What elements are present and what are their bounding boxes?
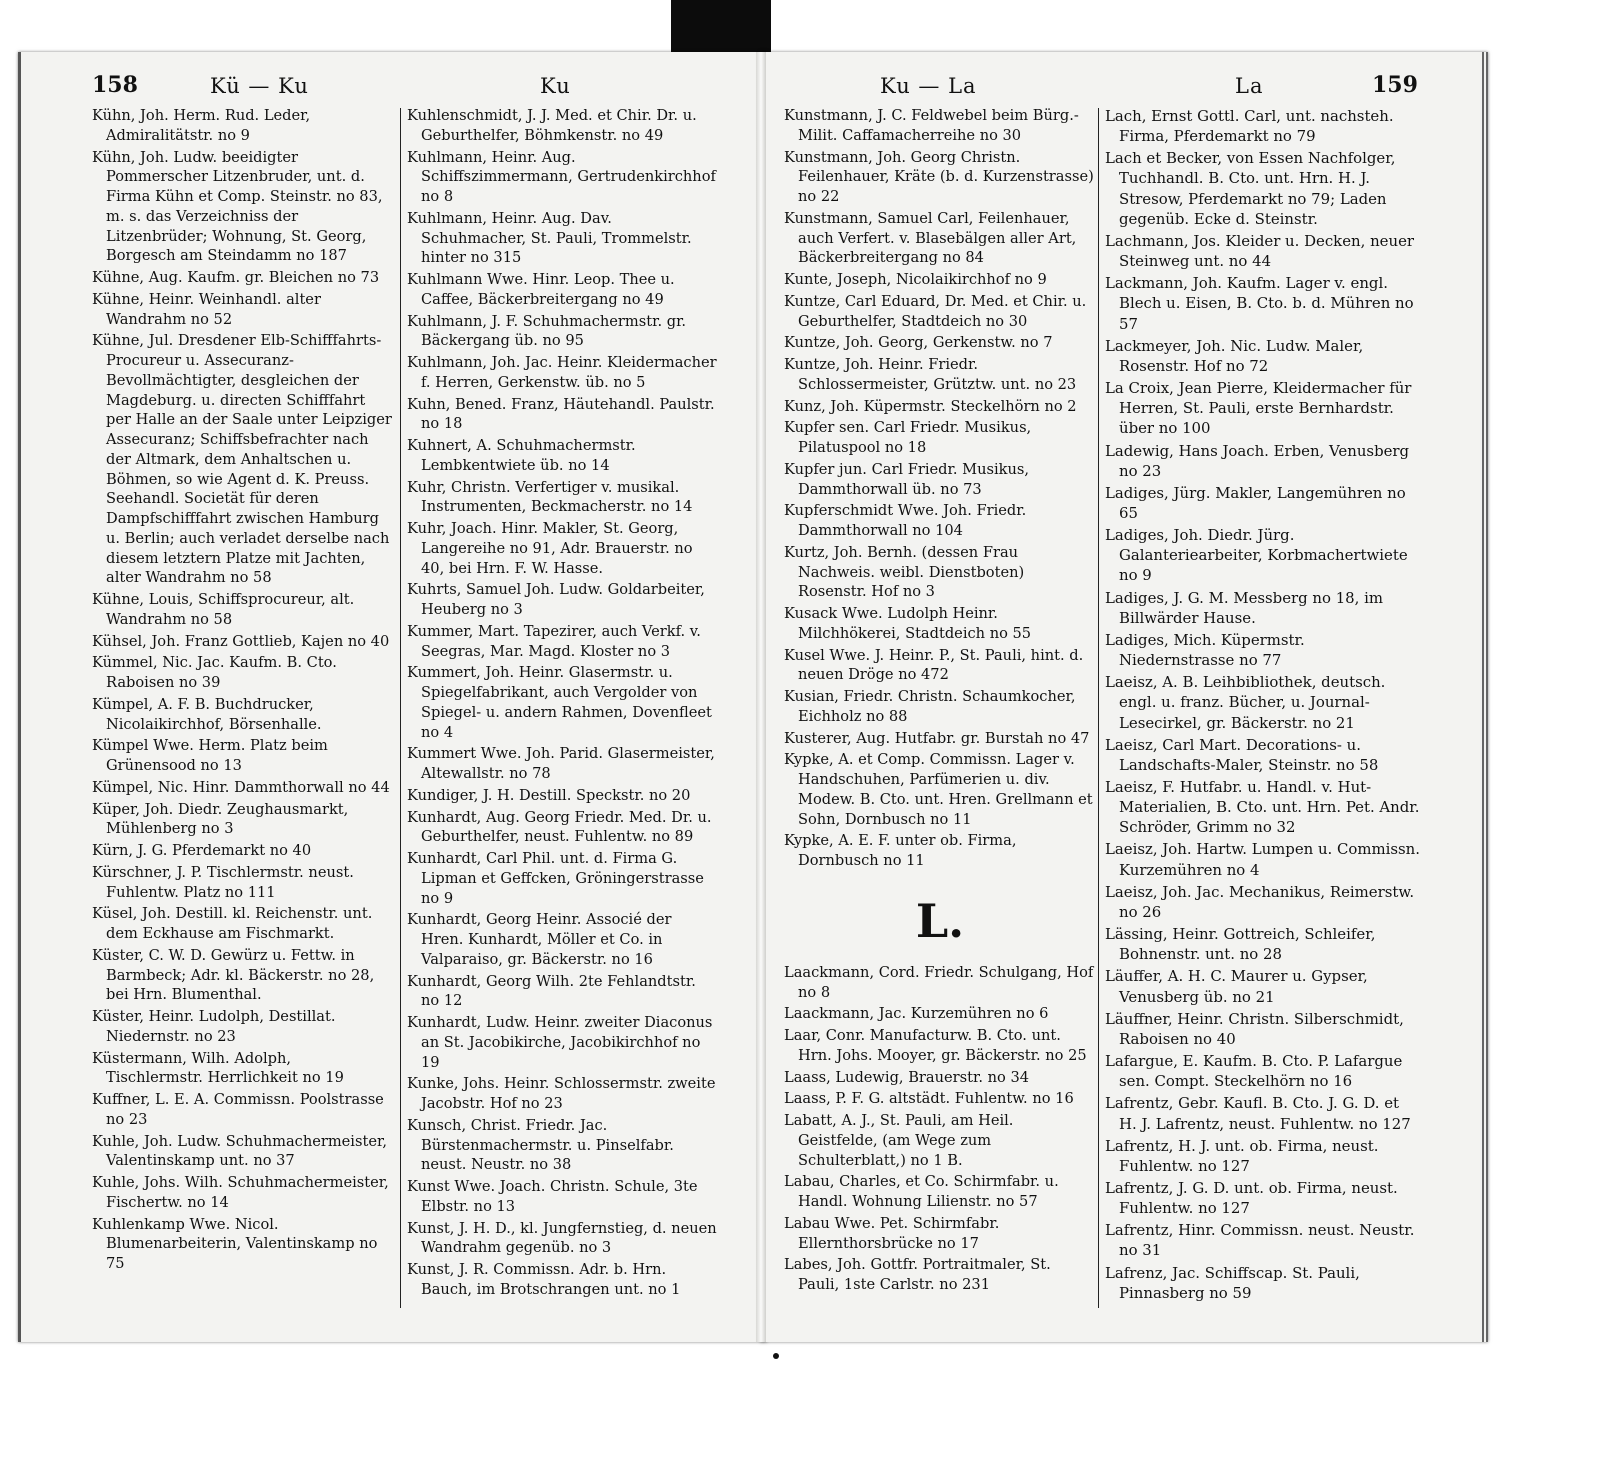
directory-entry: Kunhardt, Ludw. Heinr. zweiter Diaconus an St. Jacobikirche, Jacobikirchhof no 19 [407, 1014, 713, 1071]
directory-entry: Labes, Joh. Gottfr. Portraitmaler, St. Pauli, 1ste Carlstr. no 231 [784, 1256, 1051, 1293]
directory-column-2 [407, 106, 717, 1302]
directory-entry: Kühn, Joh. Ludw. beeidigter Pommerscher Litzenbruder, unt. d. Firma Kühn et Comp. Steinstr. no 83, m. s. das Verzeichniss der Litzenbrüder; Wohnung, St. Georg, Borgesch am Steindamm no 187 [92, 148, 383, 265]
directory-entry: Laackmann, Jac. Kurzemühren no 6 [784, 1005, 1049, 1023]
directory-entry: Lafrentz, Gebr. Kaufl. B. Cto. J. G. D. et H. J. Lafrentz, neust. Fuhlentw. no 127 [1105, 1094, 1411, 1133]
directory-entry: Kümpel Wwe. Herm. Platz beim Grünensood no 13 [92, 737, 328, 774]
directory-entry: Kunz, Joh. Küpermstr. Steckelhörn no 2 [784, 397, 1077, 415]
directory-entry: Kuhlmann, J. F. Schuhmachermstr. gr. Bäckergang üb. no 95 [407, 312, 687, 350]
directory-entry: Kuffner, L. E. A. Commissn. Poolstrasse no 23 [92, 1091, 384, 1128]
directory-entry: Lafrentz, J. G. D. unt. ob. Firma, neust. Fuhlentw. no 127 [1105, 1178, 1398, 1218]
directory-entry: Kümpel, Nic. Hinr. Dammthorwall no 44 [92, 778, 390, 796]
directory-entry: Lafargue, E. Kaufm. B. Cto. P. Lafargue sen. Compt. Steckelhörn no 16 [1105, 1052, 1403, 1091]
directory-entry: Kupferschmidt Wwe. Joh. Friedr. Dammthorwall no 104 [784, 502, 1027, 539]
directory-entry: Kuhlenkamp Wwe. Nicol. Blumenarbeiterin, Valentinskamp no 75 [92, 1215, 378, 1272]
directory-entry: Kuhr, Joach. Hinr. Makler, St. Georg, Langereihe no 91, Adr. Brauerstr. no 40, bei Hrn. F. W. Hasse. [407, 520, 693, 577]
directory-entry: Lafrenz, Jac. Schiffscap. St. Pauli, Pinnasberg no 59 [1105, 1263, 1360, 1302]
directory-entry: Kümmel, Nic. Jac. Kaufm. B. Cto. Raboisen no 39 [92, 654, 337, 691]
directory-entry: Kunst Wwe. Joach. Christn. Schule, 3te Elbstr. no 13 [407, 1178, 698, 1215]
directory-entry: Laeisz, Joh. Jac. Mechanikus, Reimerstw. no 26 [1105, 882, 1415, 921]
directory-entry: Küster, Heinr. Ludolph, Destillat. Niedernstr. no 23 [92, 1008, 336, 1045]
directory-column-4 [1105, 106, 1420, 1305]
directory-entry: Kummert Wwe. Joh. Parid. Glasermeister, Altewallstr. no 78 [407, 745, 715, 782]
right-page-number: 159 [1372, 72, 1418, 98]
directory-entry: Labau Wwe. Pet. Schirmfabr. Ellernthorsbrücke no 17 [784, 1214, 1000, 1252]
directory-entry: Kuhr, Christn. Verfertiger v. musikal. Instrumenten, Beckmacherstr. no 14 [407, 478, 693, 516]
directory-entry: Laar, Conr. Manufacturw. B. Cto. unt. Hrn. Johs. Mooyer, gr. Bäckerstr. no 25 [784, 1027, 1087, 1064]
right-running-head-left: Ku — La [880, 74, 977, 98]
directory-entry: Läuffner, Heinr. Christn. Silberschmidt, Raboisen no 40 [1105, 1009, 1404, 1048]
directory-entry: Kuhlenschmidt, J. J. Med. et Chir. Dr. u. Geburthelfer, Böhmkenstr. no 49 [407, 107, 697, 144]
directory-entry: Ladewig, Hans Joach. Erben, Venusberg no 23 [1105, 441, 1410, 480]
directory-entry: Kühne, Louis, Schiffsprocureur, alt. Wandrahm no 58 [92, 591, 355, 628]
directory-entry: Kupfer sen. Carl Friedr. Musikus, Pilatuspool no 18 [784, 419, 1032, 456]
left-running-head-left: Kü — Ku [210, 74, 309, 98]
directory-entry: Kunke, Johs. Heinr. Schlossermstr. zweite Jacobstr. Hof no 23 [407, 1075, 716, 1112]
directory-entry: Kuhlmann, Joh. Jac. Heinr. Kleidermacher f. Herren, Gerkenstw. üb. no 5 [407, 354, 717, 391]
directory-entry: Kundiger, J. H. Destill. Speckstr. no 20 [407, 786, 691, 804]
directory-entry: Lafrentz, H. J. unt. ob. Firma, neust. Fuhlentw. no 127 [1105, 1136, 1379, 1175]
directory-entry: Küster, C. W. D. Gewürz u. Fettw. in Barmbeck; Adr. kl. Bäckerstr. no 28, bei Hrn. Blumenthal. [92, 946, 375, 1004]
directory-entry: Kuntze, Joh. Heinr. Friedr. Schlossermeister, Grütztw. unt. no 23 [784, 356, 1077, 393]
directory-entry: Kusel Wwe. J. Heinr. P., St. Pauli, hint. d. neuen Dröge no 472 [784, 646, 1084, 684]
directory-entry: Kusterer, Aug. Hutfabr. gr. Burstah no 47 [784, 729, 1090, 747]
directory-entry: Kupfer jun. Carl Friedr. Musikus, Dammthorwall üb. no 73 [784, 460, 1029, 498]
directory-entry: Küsel, Joh. Destill. kl. Reichenstr. unt. dem Eckhause am Fischmarkt. [92, 905, 373, 942]
directory-entry: Laeisz, Carl Mart. Decorations- u. Landschafts-Maler, Steinstr. no 58 [1105, 735, 1379, 774]
book-gutter [756, 52, 766, 1342]
directory-entry: Labatt, A. J., St. Pauli, am Heil. Geistfelde, (am Wege zum Schulterblatt,) no 1 B. [784, 1112, 1014, 1169]
column-rule [1098, 108, 1099, 1308]
section-letter: L. [915, 893, 965, 948]
directory-entry: Kusack Wwe. Ludolph Heinr. Milchhökerei, Stadtdeich no 55 [784, 605, 1032, 642]
directory-entry: Kunte, Joseph, Nicolaikirchhof no 9 [784, 271, 1047, 288]
directory-entry: Kühne, Jul. Dresdener Elb-Schifffahrts-Procureur u. Assecuranz-Bevollmächtigter, desgleichen der Magdeburg. u. directen Schifffahrt per Halle an der Saale unter Leipziger Assecuranz; Schiffsbefrachter nach der Altmark, dem Anhaltschen u. Böhmen, so wie Agent d. K. Preuss. Seehandl. Societät für deren Dampfschifffahrt zwischen Hamburg u. Berlin; auch verladet derselbe nach diesem letztern Platze mit Jachten, alter Wandrahm no 58 [92, 332, 392, 587]
directory-entry: Kunsch, Christ. Friedr. Jac. Bürstenmachermstr. u. Pinselfabr. neust. Neustr. no 38 [407, 1116, 674, 1174]
entries-l [784, 963, 1096, 1295]
directory-entry: Kuhle, Joh. Ludw. Schuhmachermeister, Valentinskamp unt. no 37 [92, 1132, 387, 1170]
directory-entry: Kunhardt, Carl Phil. unt. d. Firma G. Lipman et Geffcken, Gröningerstrasse no 9 [407, 850, 704, 907]
directory-entry: Kypke, A. et Comp. Commissn. Lager v. Handschuhen, Parfümerien u. div. Modew. B. Cto. unt. Hren. Grellmann et Sohn, Dornbusch no 11 [784, 751, 1093, 828]
directory-entry: Lafrentz, Hinr. Commissn. neust. Neustr. no 31 [1105, 1221, 1415, 1260]
directory-column-1 [92, 106, 392, 1276]
directory-entry: Kummert, Joh. Heinr. Glasermstr. u. Spiegelfabrikant, auch Vergolder von Spiegel- u. andern Rahmen, Dovenfleet no 4 [407, 664, 712, 741]
directory-entry: Ladiges, Jürg. Makler, Langemühren no 65 [1105, 483, 1406, 522]
directory-entry: Lackmeyer, Joh. Nic. Ludw. Maler, Rosenstr. Hof no 72 [1105, 336, 1364, 375]
directory-entry: La Croix, Jean Pierre, Kleidermacher für Herren, St. Pauli, erste Bernhardstr. über no 100 [1105, 379, 1412, 438]
directory-entry: Ladiges, J. G. M. Messberg no 18, im Billwärder Hause. [1105, 588, 1383, 627]
right-running-head-right: La [1235, 74, 1264, 98]
directory-entry: Kuhlmann Wwe. Hinr. Leop. Thee u. Caffee, Bäckerbreitergang no 49 [407, 271, 675, 308]
directory-column-3 [784, 106, 1096, 1297]
entries-k [784, 106, 1096, 871]
directory-entry: Lackmann, Joh. Kaufm. Lager v. engl. Blech u. Eisen, B. Cto. b. d. Mühren no 57 [1105, 274, 1414, 333]
directory-entry: Kuntze, Joh. Georg, Gerkenstw. no 7 [784, 334, 1053, 352]
directory-entry: Küper, Joh. Diedr. Zeughausmarkt, Mühlenberg no 3 [92, 800, 349, 838]
directory-entry: Kuhlmann, Heinr. Aug. Schiffszimmermann, Gertrudenkirchhof no 8 [407, 148, 716, 205]
directory-entry: Küstermann, Wilh. Adolph, Tischlermstr. Herrlichkeit no 19 [92, 1049, 344, 1087]
directory-entry: Kurtz, Joh. Bernh. (dessen Frau Nachweis. weibl. Dienstboten) Rosenstr. Hof no 3 [784, 543, 1025, 601]
directory-entry: Kürschner, J. P. Tischlermstr. neust. Fuhlentw. Platz no 111 [92, 863, 354, 901]
directory-entry: Kunstmann, Samuel Carl, Feilenhauer, auch Verfert. v. Blasebälgen aller Art, Bäckerbreitergang no 84 [784, 209, 1077, 267]
directory-entry: Kunstmann, J. C. Feldwebel beim Bürg.-Milit. Caffamacherreihe no 30 [784, 107, 1079, 144]
directory-entry: Kusian, Friedr. Christn. Schaumkocher, Eichholz no 88 [784, 688, 1076, 725]
directory-entry: Ladiges, Joh. Diedr. Jürg. Galanteriearbeiter, Korbmachertwiete no 9 [1105, 526, 1408, 585]
directory-entry: Kuhn, Bened. Franz, Häutehandl. Paulstr. no 18 [407, 395, 715, 433]
directory-entry: Kunhardt, Georg Heinr. Associé der Hren. Kunhardt, Möller et Co. in Valparaiso, gr. Bäckerstr. no 16 [407, 911, 672, 968]
directory-entry: Kuhle, Johs. Wilh. Schuhmachermeister, Fischertw. no 14 [92, 1174, 389, 1211]
column-rule [400, 108, 401, 1308]
directory-entry: Laeisz, Joh. Hartw. Lumpen u. Commissn. Kurzemühren no 4 [1105, 840, 1420, 879]
directory-entry: Kühne, Aug. Kaufm. gr. Bleichen no 73 [92, 269, 380, 286]
directory-entry: Kunhardt, Georg Wilh. 2te Fehlandtstr. no 12 [407, 972, 696, 1010]
directory-entry: Kühn, Joh. Herm. Rud. Leder, Admiralitätstr. no 9 [92, 107, 311, 144]
directory-entry: Lachmann, Jos. Kleider u. Decken, neuer Steinweg unt. no 44 [1105, 231, 1415, 271]
directory-entry: Kuhlmann, Heinr. Aug. Dav. Schuhmacher, St. Pauli, Trommelstr. hinter no 315 [407, 209, 692, 267]
directory-entry: Kummer, Mart. Tapezirer, auch Verkf. v. Seegras, Mar. Magd. Kloster no 3 [407, 622, 701, 660]
directory-entry: Lach et Becker, von Essen Nachfolger, Tuchhandl. B. Cto. unt. Hrn. H. J. Stresow, Pferdemarkt no 79; Laden gegenüb. Ecke d. Steinstr. [1105, 149, 1396, 228]
directory-entry: Labau, Charles, et Co. Schirmfabr. u. Handl. Wohnung Lilienstr. no 57 [784, 1173, 1059, 1210]
directory-entry: Laass, P. F. G. altstädt. Fuhlentw. no 16 [784, 1090, 1074, 1108]
directory-entry: Kuhnert, A. Schuhmachermstr. Lembkentwiete üb. no 14 [407, 437, 636, 474]
directory-entry: Laass, Ludewig, Brauerstr. no 34 [784, 1068, 1030, 1086]
directory-entry: Lässing, Heinr. Gottreich, Schleifer, Bohnenstr. unt. no 28 [1105, 925, 1376, 964]
left-page-number: 158 [92, 72, 138, 98]
directory-entry: Kuhrts, Samuel Joh. Ludw. Goldarbeiter, Heuberg no 3 [407, 581, 705, 618]
directory-entry: Kuntze, Carl Eduard, Dr. Med. et Chir. u. Geburthelfer, Stadtdeich no 30 [784, 292, 1087, 330]
directory-entry: Kümpel, A. F. B. Buchdrucker, Nicolaikirchhof, Börsenhalle. [92, 695, 322, 733]
ink-speck [773, 1353, 779, 1359]
directory-entry: Kunst, J. H. D., kl. Jungfernstieg, d. neuen Wandrahm gegenüb. no 3 [407, 1219, 717, 1257]
directory-entry: Kühne, Heinr. Weinhandl. alter Wandrahm no 52 [92, 290, 321, 328]
directory-entry: Laackmann, Cord. Friedr. Schulgang, Hof no 8 [784, 963, 1094, 1001]
left-running-head-right: Ku [540, 74, 571, 98]
directory-entry: Kypke, A. E. F. unter ob. Firma, Dornbusch no 11 [784, 832, 1017, 869]
directory-entry: Laeisz, F. Hutfabr. u. Handl. v. Hut-Materialien, B. Cto. unt. Hrn. Pet. Andr. Schröder, Grimm no 32 [1105, 778, 1420, 837]
directory-entry: Kürn, J. G. Pferdemarkt no 40 [92, 842, 312, 859]
directory-entry: Ladiges, Mich. Küpermstr. Niedernstrasse no 77 [1105, 630, 1305, 670]
directory-entry: Lach, Ernst Gottl. Carl, unt. nachsteh. Firma, Pferdemarkt no 79 [1105, 107, 1394, 146]
directory-entry: Kunst, J. R. Commissn. Adr. b. Hrn. Bauch, im Brotschrangen unt. no 1 [407, 1261, 681, 1298]
directory-entry: Kühsel, Joh. Franz Gottlieb, Kajen no 40 [92, 632, 390, 650]
directory-entry: Kunstmann, Joh. Georg Christn. Feilenhauer, Kräte (b. d. Kurzenstrasse) no 22 [784, 148, 1094, 205]
directory-entry: Läuffer, A. H. C. Maurer u. Gypser, Venusberg üb. no 21 [1105, 967, 1368, 1006]
directory-entry: Laeisz, A. B. Leihbibliothek, deutsch. engl. u. franz. Bücher, u. Journal-Lesecirkel, gr. Bäckerstr. no 21 [1105, 673, 1386, 732]
directory-entry: Kunhardt, Aug. Georg Friedr. Med. Dr. u. Geburthelfer, neust. Fuhlentw. no 89 [407, 808, 712, 846]
